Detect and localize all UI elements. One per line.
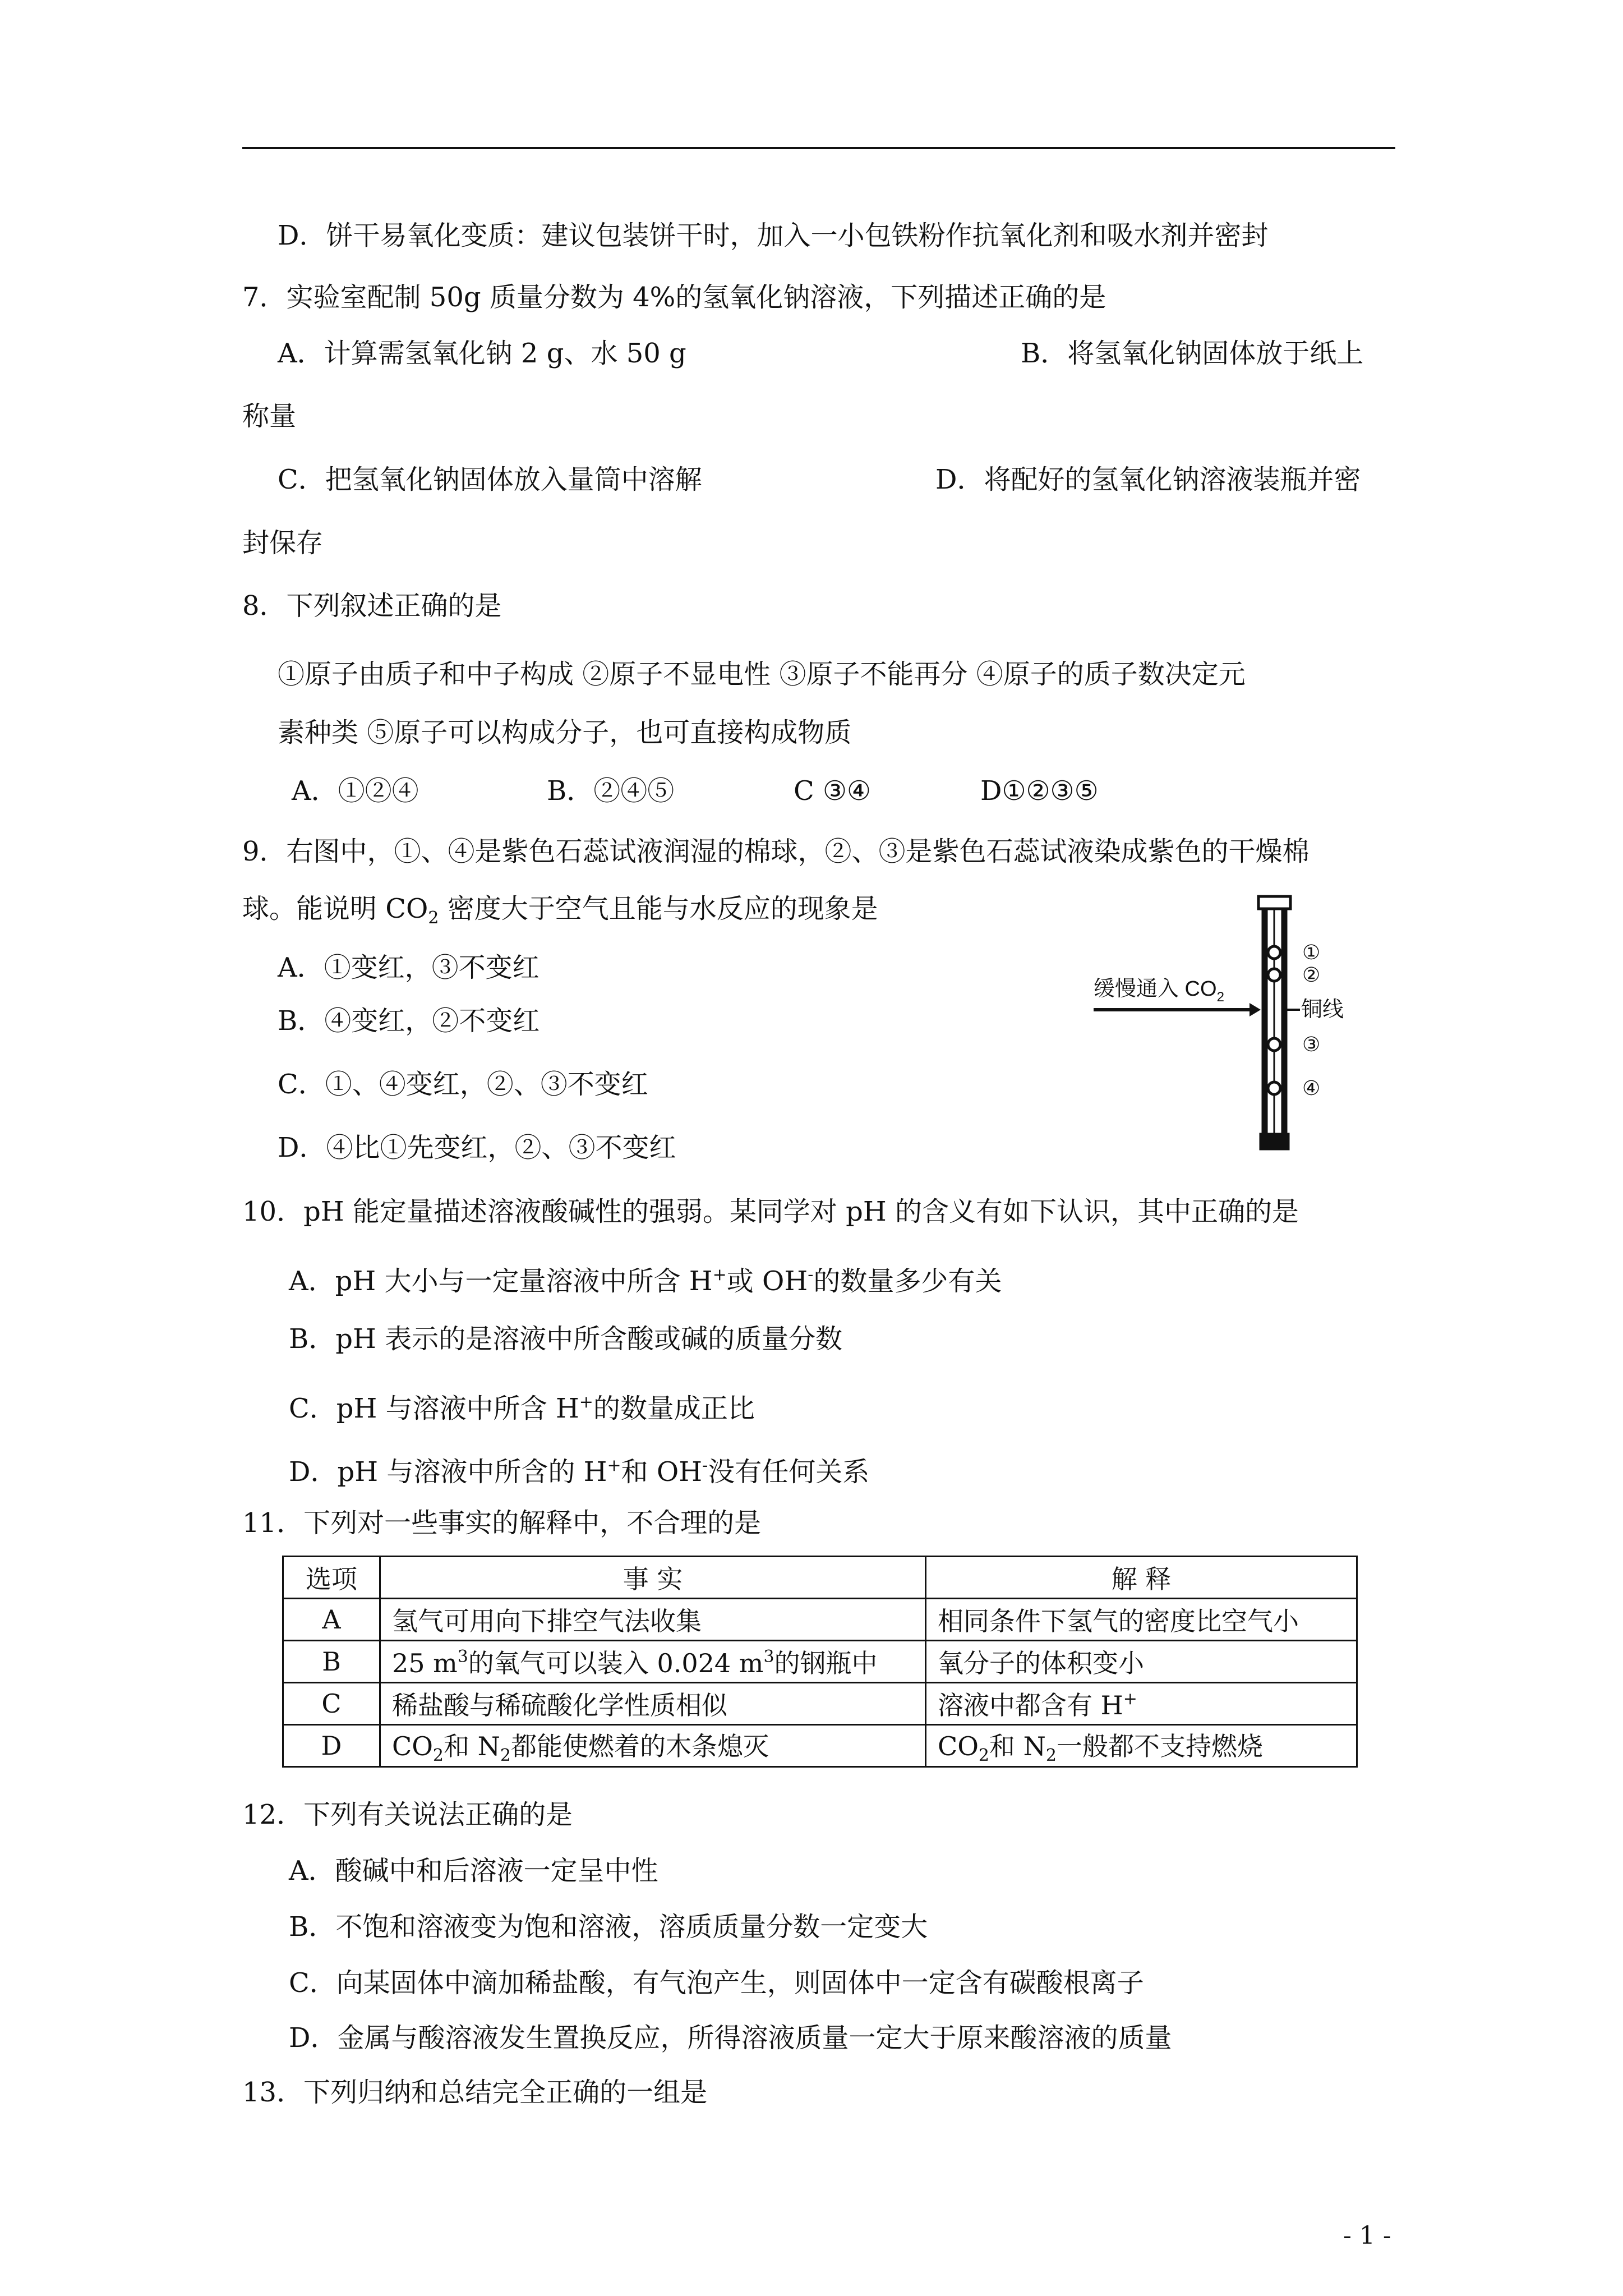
table-row: [283, 1641, 1357, 1683]
header-explanation: 解 释: [926, 1557, 1357, 1599]
row-option: D: [283, 1725, 380, 1767]
co2-tube-figure: [1094, 892, 1374, 1156]
q10-option-d: D．pH 与溶液中所含的 H+和 OH-没有任何关系: [289, 1456, 870, 1488]
q12-option-d: D．金属与酸溶液发生置换反应，所得溶液质量一定大于原来酸溶液的质量: [289, 2022, 1172, 2054]
q9-stem-2: 球。能说明 $CO_2$ 密度大于空气且能与水反应的现象是: [242, 893, 878, 928]
row-explanation: 溶液中都含有 H+: [926, 1683, 1357, 1725]
q12-option-b: B．不饱和溶液变为饱和溶液，溶质质量分数一定变大: [289, 1911, 928, 1943]
header-rule: [242, 147, 1395, 149]
tube: [1258, 896, 1290, 1150]
q11-stem: 11．下列对一些事实的解释中，不合理的是: [242, 1507, 762, 1539]
q7-option-c: C．把氢氧化钠固体放入量筒中溶解: [278, 464, 702, 495]
facts-table: [282, 1556, 1358, 1768]
header-option: 选项: [283, 1557, 380, 1599]
arrow-label: 缓慢通入 $CO_2$: [1094, 977, 1224, 1005]
row-option: A: [283, 1599, 380, 1641]
row-explanation: $CO_2$和 $N_2$一般都不支持燃烧: [926, 1725, 1357, 1767]
q10-option-a: A．pH 大小与一定量溶液中所含 H+或 OH-的数量多少有关: [289, 1265, 1002, 1297]
ball-label-4: ④: [1302, 1077, 1321, 1100]
q12-option-a: A．酸碱中和后溶液一定呈中性: [289, 1855, 658, 1887]
ball-label-2: ②: [1302, 964, 1321, 987]
q9-option-b: B．④变红，②不变红: [278, 1005, 540, 1037]
q7-option-a: A．计算需氢氧化钠 2 g、水 50 g: [278, 338, 686, 369]
q8-option-a: A．①②④: [292, 775, 419, 807]
q7-option-b-cont: 称量: [242, 401, 297, 432]
wire-label: 铜线: [1301, 998, 1344, 1022]
table-row: [283, 1599, 1357, 1641]
header-fact: 事 实: [380, 1557, 926, 1599]
row-option: B: [283, 1641, 380, 1683]
row-explanation: 相同条件下氢气的密度比空气小: [926, 1599, 1357, 1641]
q9-option-a: A．①变红，③不变红: [278, 952, 540, 983]
q7-stem: 7．实验室配制 50g 质量分数为 4%的氢氧化钠溶液，下列描述正确的是: [242, 282, 1106, 313]
q6-option-d: D．饼干易氧化变质：建议包装饼干时，加入一小包铁粉作抗氧化剂和吸水剂并密封: [278, 220, 1269, 251]
q8-statements-2: 素种类 ⑤原子可以构成分子，也可直接构成物质: [278, 717, 852, 748]
q9-stem-1: 9．右图中，①、④是紫色石蕊试液润湿的棉球，②、③是紫色石蕊试液染成紫色的干燥棉: [242, 836, 1310, 867]
q8-stem: 8．下列叙述正确的是: [242, 590, 502, 622]
row-option: C: [283, 1683, 380, 1725]
inlet-arrow: [1094, 1003, 1261, 1016]
row-fact: 氢气可用向下排空气法收集: [380, 1599, 926, 1641]
q8-option-d: D①②③⑤: [980, 775, 1099, 807]
row-fact: 25 $m^3$的氧气可以装入 0.024 $m^3$的钢瓶中: [380, 1641, 926, 1683]
q7-option-d: D．将配好的氢氧化钠溶液装瓶并密: [935, 464, 1361, 495]
table-row: [283, 1725, 1357, 1767]
q13-stem: 13．下列归纳和总结完全正确的一组是: [242, 2077, 708, 2108]
q7-option-b: B．将氢氧化钠固体放于纸上: [1021, 338, 1364, 369]
ball-label-1: ①: [1302, 941, 1321, 964]
q12-option-c: C．向某固体中滴加稀盐酸，有气泡产生，则固体中一定含有碳酸根离子: [289, 1967, 1144, 1999]
ball-label-3: ③: [1302, 1033, 1321, 1056]
q12-stem: 12．下列有关说法正确的是: [242, 1799, 573, 1830]
q10-option-c: C．pH 与溶液中所含 H+的数量成正比: [289, 1392, 755, 1424]
q8-option-b: B．②④⑤: [547, 775, 675, 807]
q10-option-b: B．pH 表示的是溶液中所含酸或碱的质量分数: [289, 1323, 843, 1355]
page-number: - 1 -: [1343, 2221, 1391, 2250]
q9-option-c: C．①、④变红，②、③不变红: [278, 1069, 648, 1100]
row-fact: 稀盐酸与稀硫酸化学性质相似: [380, 1683, 926, 1725]
q9-option-d: D．④比①先变红，②、③不变红: [278, 1132, 676, 1163]
q8-statements-1: ①原子由质子和中子构成 ②原子不显电性 ③原子不能再分 ④原子的质子数决定元: [278, 659, 1246, 690]
row-fact: $CO_2$和 $N_2$都能使燃着的木条熄灭: [380, 1725, 926, 1767]
table-header-row: [283, 1557, 1357, 1599]
q7-option-d-cont: 封保存: [242, 527, 324, 559]
row-explanation: 氧分子的体积变小: [926, 1641, 1357, 1683]
table-row: [283, 1683, 1357, 1725]
q8-option-c: C ③④: [794, 775, 872, 807]
q10-stem: 10．pH 能定量描述溶液酸碱性的强弱。某同学对 pH 的含义有如下认识，其中正确的是: [242, 1196, 1299, 1227]
